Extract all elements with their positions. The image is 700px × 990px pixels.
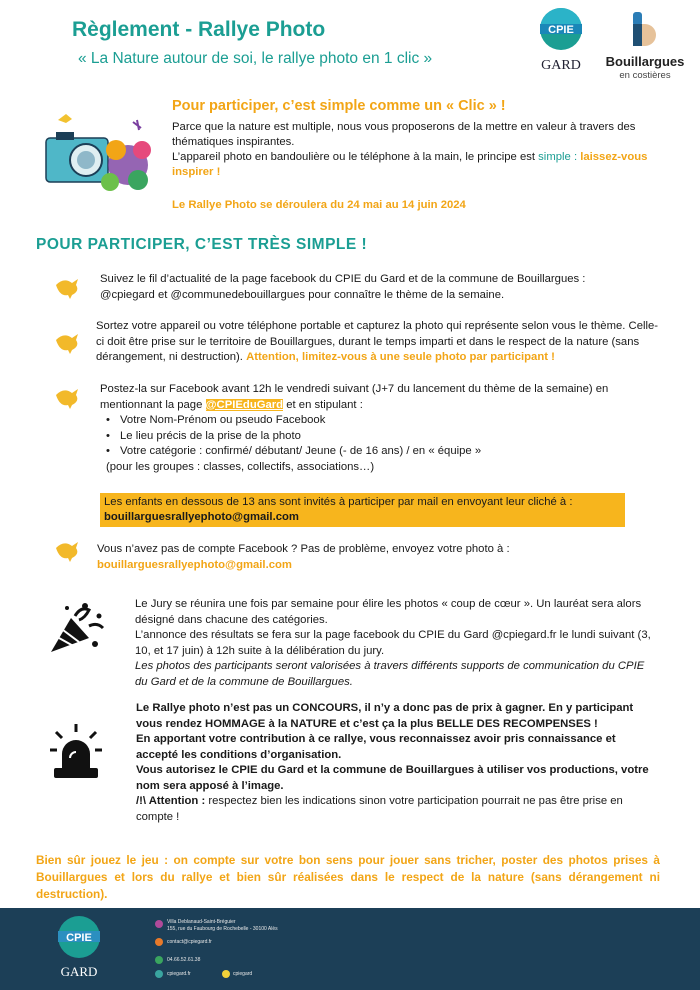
criteria-item: • Votre Nom-Prénom ou pseudo Facebook — [120, 413, 640, 429]
warning-attention-rest: respectez bien les indications sinon votre participation pourrait ne pas être prise en compte ! — [136, 795, 623, 823]
intro-p2-end: laissez-vous inspirer ! — [172, 151, 648, 178]
intro-p2-simple: simple : — [538, 151, 578, 163]
rally-dates: Le Rallye Photo se déroulera du 24 mai au 14 juin 2024 — [172, 199, 466, 211]
criteria-list — [100, 413, 640, 460]
cpie-logo-sub: GARD — [541, 58, 581, 73]
alarm-light-icon — [50, 722, 102, 784]
cpie-logo — [536, 6, 586, 76]
step-4-body: Vous n’avez pas de compte Facebook ? Pas de problème, envoyez votre photo à : — [97, 543, 510, 555]
section-title: POUR PARTICIPER, C’EST TRÈS SIMPLE ! — [36, 236, 368, 253]
warning-line-3: Vous autorisez le CPIE du Gard et la commune de Bouillargues à utiliser vos productions, votre nom sera apposé à l’image. — [136, 764, 649, 792]
jury-paragraph-1: Le Jury se réunira une fois par semaine pour élire les photos « coup de cœur ». Un lauréat sera alors désigné dans chacune des catégories. — [135, 598, 642, 626]
intro-paragraph-2 — [172, 150, 662, 180]
warning-attention: /!\ Attention : — [136, 795, 206, 807]
bird-icon — [54, 385, 82, 409]
bird-icon — [54, 538, 82, 562]
step-1-text: Suivez le fil d’actualité de la page facebook du CPIE du Gard et de la commune de Bouillargues : @cpiegard et @communedebouillargues pour connaître le thème de la semaine. — [100, 273, 586, 301]
warning-text — [136, 701, 656, 825]
footer-website[interactable]: cpiegard.fr — [167, 971, 191, 977]
camera-illustration — [38, 110, 168, 205]
bird-icon — [54, 330, 82, 354]
jury-paragraph-2: L’annonce des résultats se fera sur la page facebook du CPIE du Gard @cpiegard.fr le lundi suivant (3, 10, et 17 juin) à 12h suite à la délibération du jury. — [135, 629, 651, 657]
kids-note: Les enfants en dessous de 13 ans sont invités à participer par mail en envoyant leur cliché à : — [104, 496, 573, 508]
intro-p2-start: L’appareil photo en bandoulière ou le téléphone à la main, le principe est — [172, 151, 539, 163]
step-3-text — [100, 382, 640, 475]
cpie-globe-icon — [536, 6, 586, 56]
party-popper-icon — [45, 600, 107, 660]
step-2-warning: Attention, limitez-vous à une seule photo par participant ! — [246, 351, 555, 363]
location-icon — [155, 920, 163, 928]
warning-line-4 — [136, 794, 656, 825]
warning-line-1: Le Rallye photo n’est pas un CONCOURS, il n’y a donc pas de prix à gagner. En y participant vous rendez HOMMAGE à la NATURE et c’est ça la plus BELLE DES RECOMPENSES ! — [136, 702, 634, 730]
kids-email[interactable]: bouillarguesrallyephoto@gmail.com — [104, 511, 299, 523]
criteria-item: • Le lieu précis de la prise de la photo — [120, 429, 640, 445]
footer — [0, 908, 700, 990]
step-4-email[interactable]: bouillarguesrallyephoto@gmail.com — [97, 558, 292, 571]
partner-sub: en costières — [619, 70, 671, 81]
step-3-body: Postez-la sur Facebook avant 12h le vendredi suivant (J+7 du lancement du thème de la semaine) en mentionnant la page — [100, 383, 609, 411]
jury-paragraph-3: Les photos des participants seront valorisées à travers différents supports de communication du CPIE du Gard et de la commune de Bouillargues. — [135, 660, 645, 688]
email-icon — [155, 938, 163, 946]
partner-name: Bouillargues — [605, 54, 685, 69]
footer-logo-sub: GARD — [60, 964, 98, 979]
footer-address-2: 155, rue du Faubourg de Rochebelle - 30100 Alès — [167, 926, 278, 932]
closing-text: Bien sûr jouez le jeu : on compte sur votre bon sens pour jouer sans tricher, poster des photos prises à Bouillargues et lors du rallye et bien sûr réalisées dans le respect de la nature (sans dérangement ni destruction). — [36, 853, 660, 901]
page-title: Règlement - Rallye Photo — [72, 18, 326, 41]
footer-address-1: Villa Deblanaud-Saint-Bréguier — [167, 919, 236, 925]
groups-note: (pour les groupes : classes, collectifs, associations…) — [106, 460, 375, 473]
intro-heading: Pour participer, c’est simple comme un « Clic » ! — [172, 98, 506, 114]
bouillargues-mark-icon — [600, 10, 690, 54]
cpie-logo-text: CPIE — [548, 24, 574, 36]
footer-email[interactable]: contact@cpiegard.fr — [167, 939, 212, 945]
step-2-text — [96, 319, 666, 366]
step-3-body-end: et en stipulant : — [286, 398, 363, 411]
kids-note-box — [100, 493, 625, 527]
jury-text — [135, 597, 655, 690]
web-icon — [155, 970, 163, 978]
footer-social[interactable]: cpiegard — [233, 971, 253, 977]
intro-paragraph-1: Parce que la nature est multiple, nous vous proposerons de la mettre en valeur à travers des thématiques inspirantes. — [172, 121, 636, 148]
facebook-icon — [222, 970, 230, 978]
step-4-text — [97, 542, 637, 573]
page-subtitle: « La Nature autour de soi, le rallye photo en 1 clic » — [78, 50, 433, 67]
bouillargues-logo — [600, 10, 690, 82]
bird-icon — [54, 275, 82, 299]
footer-phone: 04.66.52.61.38 — [167, 957, 201, 963]
phone-icon — [155, 956, 163, 964]
cpie-page-tag[interactable]: @CPIEduGard — [205, 398, 284, 411]
footer-cpie-logo — [56, 914, 102, 960]
intro-text — [172, 120, 662, 180]
footer-logo-text: CPIE — [66, 932, 92, 944]
criteria-item: • Votre catégorie : confirmé/ débutant/ Jeune (- de 16 ans) / en « équipe » — [120, 444, 640, 460]
step-2-body: Sortez votre appareil ou votre téléphone portable et capturez la photo qui représente selon vous le thème. Celle-ci doit être prise sur le territoire de Bouillargues, durant le temps imparti et dans le respect de la nature (sans dérangement, ni destruction). — [96, 320, 659, 363]
warning-line-2: En apportant votre contribution à ce rallye, vous reconnaissez avoir pris connaissance et accepté les conditions d’organisation. — [136, 733, 616, 761]
